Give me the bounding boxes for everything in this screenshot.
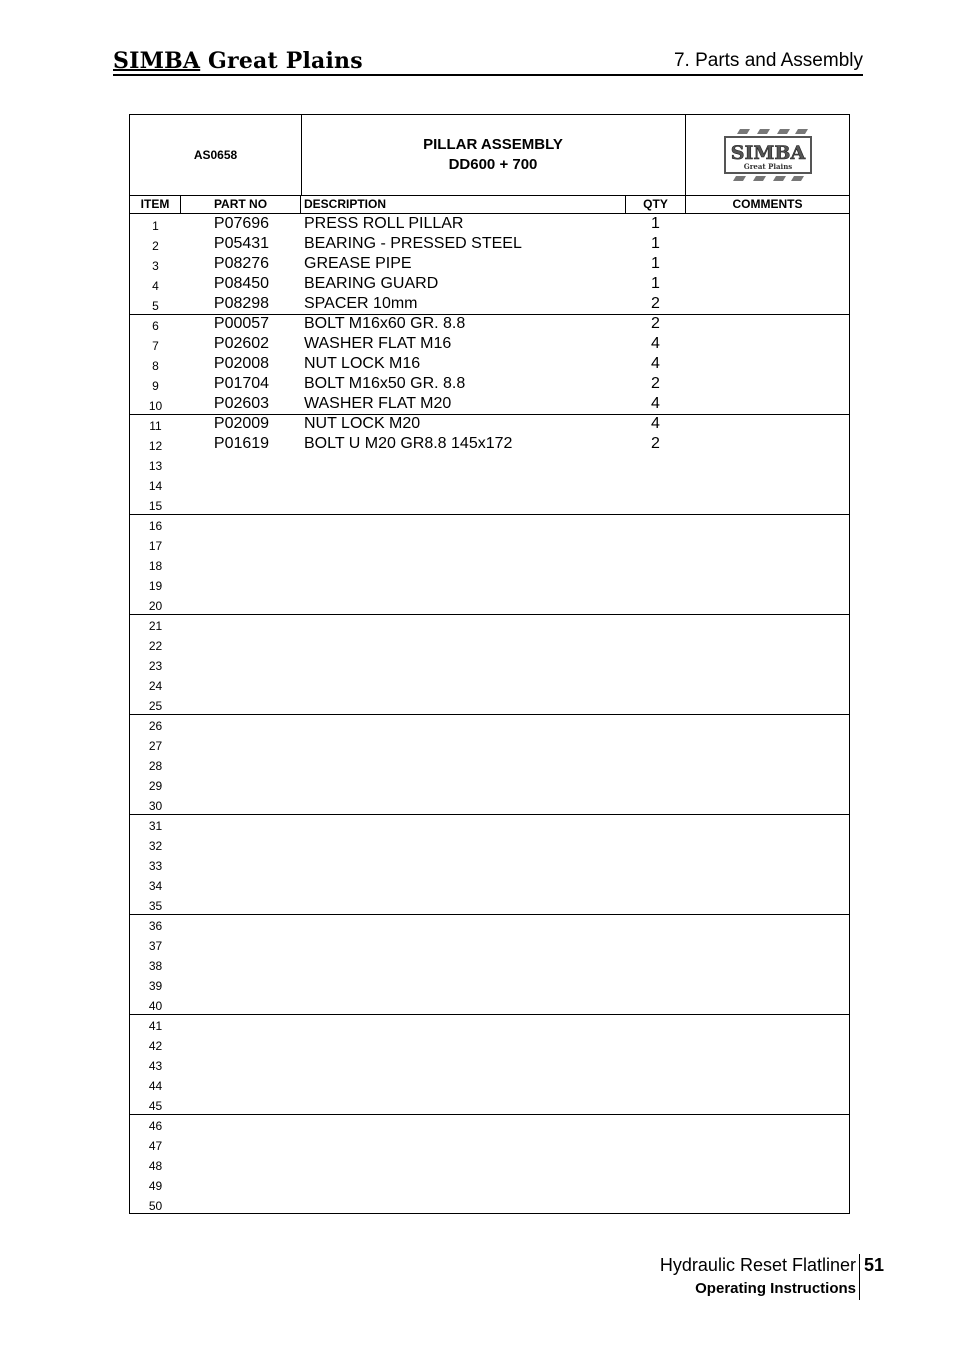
row-qty: 2 [651,375,660,392]
row-item: 37 [148,939,163,953]
row-description: PRESS ROLL PILLAR [304,215,464,232]
table-row [130,655,849,675]
table-row [130,275,849,295]
row-item: 5 [152,299,159,313]
row-part-no: P02008 [213,355,270,372]
table-row [130,1035,849,1055]
table-row [130,795,849,815]
col-part-no: PART NO [181,195,301,214]
row-item: 27 [148,739,163,753]
table-row [130,755,849,775]
row-item: 22 [148,639,163,653]
row-item: 10 [148,399,163,413]
row-qty: 4 [651,395,660,412]
row-description: BOLT M16x50 GR. 8.8 [304,375,466,392]
footer-divider [859,1254,860,1300]
row-item: 47 [148,1139,163,1153]
table-row [130,1155,849,1175]
row-item: 21 [148,619,163,633]
table-row [130,875,849,895]
table-row [130,1175,849,1195]
table-row [130,855,849,875]
table-row [130,935,849,955]
table-row [130,395,849,415]
table-row [130,435,849,455]
row-qty: 1 [651,235,660,252]
table-row [130,575,849,595]
row-part-no: P07696 [213,215,270,232]
title-row [130,115,849,196]
row-item: 17 [148,539,163,553]
row-description: NUT LOCK M16 [304,355,421,372]
row-part-no: P02602 [213,335,270,352]
table-row [130,235,849,255]
row-part-no: P01704 [213,375,270,392]
assembly-number: AS0658 [130,115,302,195]
table-row [130,635,849,655]
row-item: 38 [148,959,163,973]
brand-great-plains: Great Plains [200,48,363,74]
row-item: 42 [148,1039,163,1053]
row-item: 11 [149,419,162,433]
table-row [130,515,849,535]
row-item: 48 [148,1159,163,1173]
table-row [130,315,849,335]
row-description: BOLT M16x60 GR. 8.8 [304,315,466,332]
header-rule [113,74,863,76]
table-row [130,295,849,315]
table-row [130,835,849,855]
table-row [130,1115,849,1135]
row-item: 40 [148,999,163,1013]
table-row [130,735,849,755]
row-item: 39 [148,979,163,993]
assembly-title [301,115,686,195]
row-item: 28 [148,759,163,773]
footer-product-title: Hydraulic Reset Flatliner [659,1255,856,1275]
row-description: SPACER 10mm [304,295,418,312]
row-description: BEARING - PRESSED STEEL [304,235,522,252]
row-item: 33 [148,859,163,873]
row-description: WASHER FLAT M20 [304,395,452,412]
row-item: 7 [152,339,159,353]
row-item: 43 [148,1059,163,1073]
col-item: ITEM [130,195,181,214]
table-row [130,335,849,355]
row-part-no: P00057 [213,315,270,332]
row-part-no: P08298 [213,295,270,312]
row-qty: 4 [651,415,660,432]
col-qty: QTY [626,195,686,214]
table-row [130,715,849,735]
row-item: 50 [148,1199,163,1213]
row-description: BOLT U M20 GR8.8 145x172 [304,435,513,452]
row-item: 23 [148,659,163,673]
table-row [130,775,849,795]
row-description: BEARING GUARD [304,275,439,292]
table-row [130,535,849,555]
table-row [130,415,849,435]
logo-cell [686,115,849,195]
row-item: 29 [148,779,163,793]
row-item: 25 [148,699,163,713]
brand-simba: SIMBA [113,48,201,74]
row-item: 13 [148,459,163,473]
table-row [130,995,849,1015]
row-part-no: P02009 [213,415,270,432]
row-item: 45 [148,1099,163,1113]
logo-subtext: Great Plains [743,162,792,171]
table-row [130,895,849,915]
table-row [130,1135,849,1155]
row-description: NUT LOCK M20 [304,415,421,432]
table-row [130,455,849,475]
row-item: 14 [148,479,163,493]
table-row [130,815,849,835]
row-item: 32 [148,839,163,853]
row-part-no: P08276 [213,255,270,272]
row-item: 4 [152,279,159,293]
row-item: 31 [148,819,163,833]
row-qty: 2 [651,295,660,312]
row-item: 44 [148,1079,163,1093]
row-item: 12 [148,439,163,453]
col-comments: COMMENTS [686,195,849,214]
table-row [130,255,849,275]
table-row [130,1195,849,1215]
row-item: 3 [152,259,159,273]
table-row [130,595,849,615]
row-item: 30 [148,799,163,813]
table-row [130,375,849,395]
row-item: 6 [152,319,159,333]
row-qty: 2 [651,435,660,452]
col-description: DESCRIPTION [301,195,626,214]
table-row [130,475,849,495]
row-qty: 4 [651,335,660,352]
row-description: WASHER FLAT M16 [304,335,452,352]
row-item: 18 [148,559,163,573]
table-row [130,495,849,515]
row-description: GREASE PIPE [304,255,412,272]
row-item: 9 [152,379,159,393]
parts-sheet [129,114,850,1214]
table-row [130,975,849,995]
row-item: 36 [148,919,163,933]
page-number: 51 [864,1255,885,1275]
table-row [130,675,849,695]
parts-rows [130,215,849,1215]
row-item: 8 [152,359,159,373]
row-qty: 2 [651,315,660,332]
row-item: 16 [148,519,163,533]
table-row [130,555,849,575]
row-item: 2 [152,239,159,253]
simba-logo-icon [722,127,814,183]
row-item: 1 [152,219,159,233]
table-row [130,215,849,235]
row-item: 20 [148,599,163,613]
row-part-no: P01619 [213,435,270,452]
row-item: 35 [148,899,163,913]
row-item: 34 [148,879,163,893]
table-row [130,915,849,935]
row-item: 26 [148,719,163,733]
row-qty: 1 [651,255,660,272]
logo-wordmark: SIMBA [730,142,805,164]
row-item: 24 [148,679,163,693]
row-item: 19 [148,579,163,593]
row-qty: 1 [651,215,660,232]
row-part-no: P08450 [213,275,270,292]
table-row [130,1055,849,1075]
table-row [130,1015,849,1035]
row-item: 46 [148,1119,163,1133]
row-qty: 1 [651,275,660,292]
row-part-no: P02603 [213,395,270,412]
table-row [130,355,849,375]
row-qty: 4 [651,355,660,372]
table-row [130,695,849,715]
brand-wordmark [113,48,363,74]
assembly-title-line2: DD600 + 700 [448,156,538,173]
row-item: 41 [148,1019,163,1033]
row-part-no: P05431 [213,235,270,252]
table-row [130,1095,849,1115]
row-item: 15 [148,499,163,513]
footer-subtitle: Operating Instructions [695,1280,856,1297]
table-row [130,955,849,975]
row-item: 49 [148,1179,163,1193]
assembly-title-line1: PILLAR ASSEMBLY [423,136,563,153]
table-row [130,1075,849,1095]
section-title: 7. Parts and Assembly [673,50,863,71]
table-row [130,615,849,635]
